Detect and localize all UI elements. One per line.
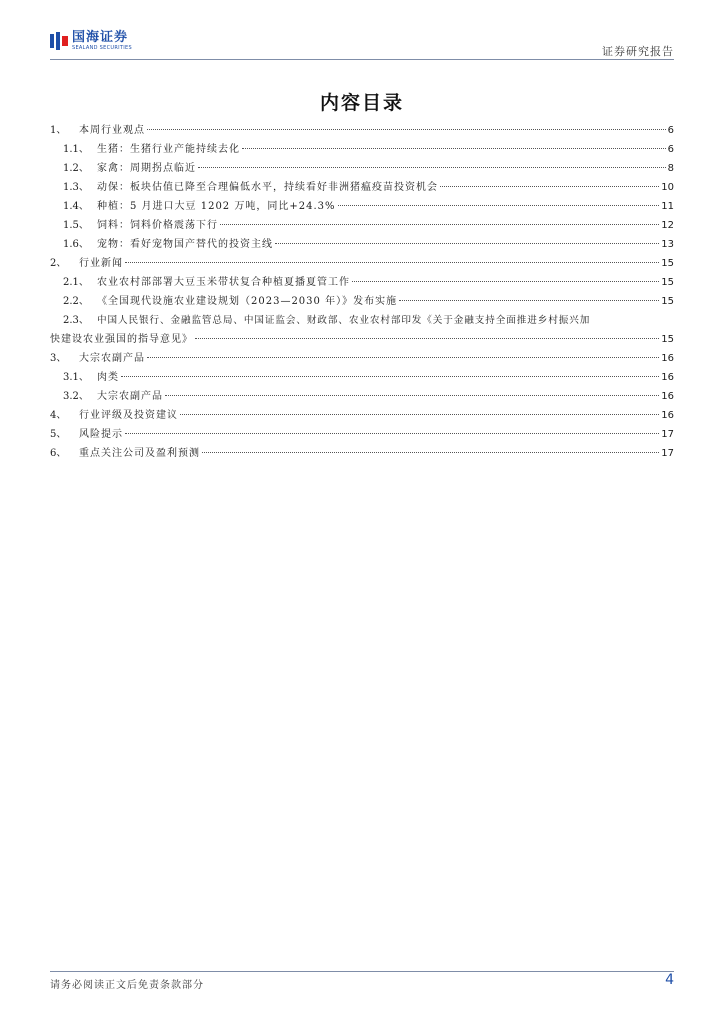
toc-entry[interactable] (50, 387, 674, 406)
toc-entry-number: 2.3、 (63, 315, 89, 326)
toc-entry-number: 1.2、 (63, 163, 89, 174)
toc-entry-title: 动保：板块估值已降至合理偏低水平，持续看好非洲猪瘟疫苗投资机会 (97, 182, 438, 193)
toc-entry-number: 5、 (50, 429, 67, 440)
dot-leader (275, 243, 659, 244)
toc-entry-page: 15 (661, 296, 674, 307)
toc-entry-title: 宠物：看好宠物国产替代的投资主线 (97, 239, 273, 250)
dot-leader (195, 338, 659, 339)
logo-icon (50, 32, 68, 50)
toc-entry-number: 1.4、 (63, 201, 89, 212)
toc-title: 内容目录 (319, 92, 404, 114)
toc-entry-title: 大宗农副产品 (79, 353, 145, 364)
toc-entry-page: 6 (667, 144, 674, 155)
toc-entry[interactable] (50, 292, 674, 311)
toc-entry-page: 16 (661, 410, 674, 421)
toc-entry-number: 1.3、 (63, 182, 89, 193)
dot-leader (180, 414, 659, 415)
toc-entry-title: 饲料：饲料价格震荡下行 (97, 220, 218, 231)
toc-entry-title: 风险提示 (79, 429, 123, 440)
page-number: 4 (665, 972, 674, 988)
toc-entry-title: 行业评级及投资建议 (79, 410, 178, 421)
dot-leader (198, 167, 666, 168)
toc-entry-title: 《全国现代设施农业建设规划（2023—2030 年）》发布实施 (97, 296, 398, 307)
toc-entry-page: 12 (661, 220, 674, 231)
dot-leader (125, 433, 659, 434)
toc-entry-number: 2、 (50, 258, 67, 269)
logo-name-cn: 国海证券 (72, 30, 129, 45)
toc-entry[interactable] (50, 368, 674, 387)
toc-entry-title: 行业新闻 (79, 258, 123, 269)
toc-entry[interactable] (50, 216, 674, 235)
toc-entry[interactable] (50, 197, 674, 216)
footer-divider (50, 971, 674, 972)
dot-leader (147, 129, 666, 130)
toc-entry-number: 2.2、 (63, 296, 89, 307)
toc-entry-number: 2.1、 (63, 277, 89, 288)
toc-entry-page: 10 (661, 182, 674, 193)
toc-entry-number: 1、 (50, 125, 67, 136)
toc-entry-page: 15 (661, 334, 674, 345)
toc-entry-number: 1.5、 (63, 220, 89, 231)
company-logo (50, 30, 132, 52)
dot-leader (440, 186, 659, 187)
page-header (50, 26, 674, 60)
toc-entry-number: 3、 (50, 353, 67, 364)
toc-entry-number: 1.1、 (63, 144, 89, 155)
toc-entry-page: 6 (667, 125, 674, 136)
toc-entry[interactable] (50, 235, 674, 254)
toc-entry-page: 17 (661, 448, 674, 459)
dot-leader (220, 224, 659, 225)
footer-disclaimer: 请务必阅读正文后免责条款部分 (50, 980, 204, 991)
toc-entry-number: 6、 (50, 448, 67, 459)
toc-entry-title: 中国人民银行、金融监管总局、中国证监会、财政部、农业农村部印发《关于金融支持全面推进乡村振兴加 (97, 315, 591, 326)
dot-leader (202, 452, 659, 453)
toc-entry-title: 种植：5 月进口大豆 1202 万吨，同比+24.3% (97, 201, 336, 212)
toc-entry-title-continued: 快建设农业强国的指导意见》 (50, 334, 193, 345)
toc-entry-page: 8 (667, 163, 674, 174)
toc-entry[interactable] (50, 425, 674, 444)
toc-entry[interactable] (50, 121, 674, 140)
toc-entry[interactable] (50, 159, 674, 178)
toc-entry[interactable] (50, 406, 674, 425)
toc-entry-page: 16 (661, 372, 674, 383)
table-of-contents (50, 121, 674, 463)
toc-entry[interactable] (50, 254, 674, 273)
document-type: 证券研究报告 (602, 45, 674, 58)
header-divider (50, 59, 674, 60)
toc-entry-title: 大宗农副产品 (97, 391, 163, 402)
toc-entry-title: 生猪：生猪行业产能持续去化 (97, 144, 240, 155)
toc-entry[interactable] (50, 140, 674, 159)
toc-entry[interactable] (50, 444, 674, 463)
toc-entry-page: 13 (661, 239, 674, 250)
toc-entry-page: 11 (661, 201, 674, 212)
toc-entry-title: 重点关注公司及盈利预测 (79, 448, 200, 459)
toc-entry-number: 3.2、 (63, 391, 89, 402)
toc-entry-page: 15 (661, 277, 674, 288)
toc-entry[interactable] (50, 311, 674, 349)
dot-leader (352, 281, 659, 282)
dot-leader (242, 148, 666, 149)
toc-entry-number: 1.6、 (63, 239, 89, 250)
toc-entry-page: 16 (661, 391, 674, 402)
toc-entry-title: 家禽：周期拐点临近 (97, 163, 196, 174)
dot-leader (147, 357, 659, 358)
toc-entry-number: 3.1、 (63, 372, 89, 383)
dot-leader (165, 395, 659, 396)
toc-entry-title: 农业农村部部署大豆玉米带状复合种植夏播夏管工作 (97, 277, 350, 288)
toc-entry-page: 17 (661, 429, 674, 440)
dot-leader (399, 300, 659, 301)
dot-leader (125, 262, 659, 263)
toc-entry-title: 肉类 (97, 372, 119, 383)
toc-entry[interactable] (50, 273, 674, 292)
toc-entry[interactable] (50, 178, 674, 197)
toc-entry[interactable] (50, 349, 674, 368)
toc-entry-title: 本周行业观点 (79, 125, 145, 136)
dot-leader (338, 205, 660, 206)
toc-entry-page: 15 (661, 258, 674, 269)
logo-name-en: SEALAND SECURITIES (72, 45, 132, 51)
toc-entry-number: 4、 (50, 410, 67, 421)
dot-leader (121, 376, 659, 377)
toc-entry-page: 16 (661, 353, 674, 364)
